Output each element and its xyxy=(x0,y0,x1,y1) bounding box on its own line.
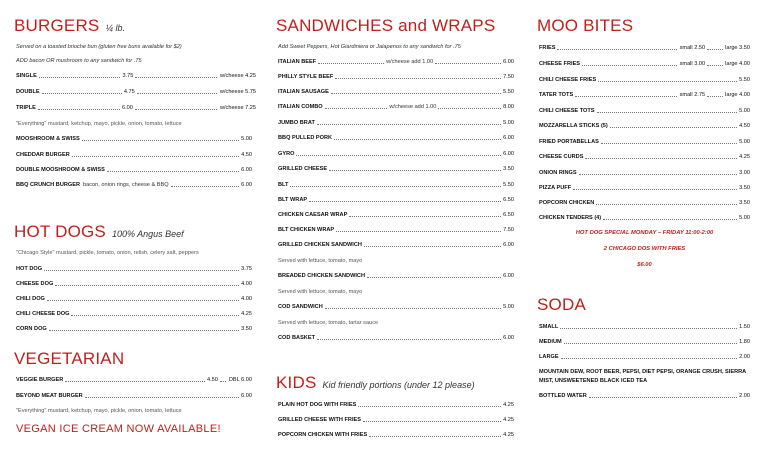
menu-item: GRILLED CHEESE WITH FRIES 4.25 xyxy=(278,417,514,423)
menu-item: CHILI DOG 4.00 xyxy=(16,296,252,302)
menu-item: CHILI CHEESE FRIES 5.50 xyxy=(539,77,750,83)
menu-item: BLT 5.50 xyxy=(278,182,514,188)
menu-item: CHILI CHEESE DOG 4.25 xyxy=(16,311,252,317)
menu-item: MOZZARELLA STICKS (5) 4.50 xyxy=(539,123,750,129)
menu-item: BEYOND MEAT BURGER 6.00 xyxy=(16,393,252,399)
menu-item: FRIED PORTABELLAS 5.00 xyxy=(539,139,750,145)
menu-item: LARGE 2.00 xyxy=(539,354,750,360)
served-with-note: Served with lettuce, tomato, mayo xyxy=(278,289,363,295)
served-with-note: Served with lettuce, tomato, mayo xyxy=(278,258,363,264)
burgers-addon-note: ADD bacon OR mushroom to any sandwich for .75 xyxy=(16,58,142,64)
soda-flavors-cont: MIST, UNSWEETENED BLACK ICED TEA xyxy=(539,378,648,384)
menu-item: FRIES small 2.50 large 3.50 xyxy=(539,45,750,51)
menu-item: POPCORN CHICKEN 3.50 xyxy=(539,200,750,206)
menu-item: BBQ CRUNCH BURGER bacon, onion rings, cheese & BBQ 6.00 xyxy=(16,182,252,188)
chicago-style-note: "Chicago Style" mustard, pickle, tomato, onion, relish, celery salt, peppers xyxy=(16,250,199,256)
everything-note: "Everything" mustard, ketchup, mayo, pickle, onion, tomato, lettuce xyxy=(16,121,182,127)
served-with-note: Served with lettuce, tomato, tartar sauce xyxy=(278,320,379,326)
menu-item: JUMBO BRAT 5.00 xyxy=(278,120,514,126)
menu-item: ITALIAN SAUSAGE 5.50 xyxy=(278,89,514,95)
menu-item: CHEESE DOG 4.00 xyxy=(16,281,252,287)
menu-item: SINGLE 3.75 w/cheese 4.25 xyxy=(16,73,257,79)
menu-item: PLAIN HOT DOG WITH FRIES 4.25 xyxy=(278,402,514,408)
burgers-heading: BURGERS ¼ lb. xyxy=(14,16,125,35)
menu-item: CHEESE CURDS 4.25 xyxy=(539,154,750,160)
hotdogs-heading: HOT DOGS 100% Angus Beef xyxy=(14,222,184,241)
hot-dog-special-title: HOT DOG SPECIAL MONDAY – FRIDAY 11:00-2:00 xyxy=(575,230,714,236)
menu-item: MEDIUM 1.80 xyxy=(539,339,750,345)
menu-item: CORN DOG 3.50 xyxy=(16,326,252,332)
menu-item: PHILLY STYLE BEEF 7.50 xyxy=(278,74,514,80)
menu-item: ITALIAN COMBO w/cheese add 1.00 8.00 xyxy=(278,104,514,110)
menu-item: GRILLED CHICKEN SANDWICH 6.00 xyxy=(278,242,514,248)
menu-item: BREADED CHICKEN SANDWICH 6.00 xyxy=(278,273,514,279)
hot-dog-special-price: $6.00 xyxy=(637,262,652,268)
menu-item: GYRO 6.00 xyxy=(278,151,514,157)
menu-item: PIZZA PUFF 3.50 xyxy=(539,185,750,191)
menu-item: DOUBLE 4.75 w/cheese 5.75 xyxy=(16,89,256,95)
menu-item: GRILLED CHEESE 3.50 xyxy=(278,166,514,172)
menu-item: CHEDDAR BURGER 4.50 xyxy=(16,152,252,158)
burgers-note: Served on a toasted brioche bun (gluten free buns available for $2) xyxy=(16,44,182,50)
menu-item: MOOSHROOM & SWISS 5.00 xyxy=(16,136,252,142)
menu-item: VEGGIE BURGER 4.50 DBL 6.00 xyxy=(16,377,252,383)
menu-item: COD SANDWICH 5.00 xyxy=(278,304,514,310)
menu-item: BLT WRAP 6.50 xyxy=(278,197,514,203)
menu-item: BLT CHICKEN WRAP 7.50 xyxy=(278,227,514,233)
sandwiches-note: Add Sweet Peppers, Hot Giardiniera or Jalapenos to any sandwich for .75 xyxy=(278,44,461,50)
menu-item: DOUBLE MOOSHROOM & SWISS 6.00 xyxy=(16,167,252,173)
moobites-heading: MOO BITES xyxy=(537,16,634,35)
menu-item: TRIPLE 6.00 w/cheese 7.25 xyxy=(16,105,257,111)
menu-item: COD BASKET 6.00 xyxy=(278,335,514,341)
menu-item: ONION RINGS 3.00 xyxy=(539,170,750,176)
menu-item: CHICKEN CAESAR WRAP 6.50 xyxy=(278,212,514,218)
menu-item: TATER TOTS small 2.75 large 4.00 xyxy=(539,92,750,98)
soda-heading: SODA xyxy=(537,295,586,314)
menu-item: CHICKEN TENDERS (4) 5.00 xyxy=(539,215,750,221)
sandwiches-heading: SANDWICHES and WRAPS xyxy=(276,16,496,35)
soda-flavors: MOUNTAIN DEW, ROOT BEER, PEPSI, DIET PEPSI, ORANGE CRUSH, SIERRA xyxy=(539,369,747,375)
menu-item: CHILI CHEESE TOTS 5.00 xyxy=(539,108,750,114)
everything-note: "Everything" mustard, ketchup, mayo, pickle, onion, tomato, lettuce xyxy=(16,408,182,414)
vegan-ice-cream-banner: VEGAN ICE CREAM NOW AVAILABLE! xyxy=(16,423,221,435)
menu-item: CHEESE FRIES small 3.00 large 4.00 xyxy=(539,61,750,67)
menu-item: POPCORN CHICKEN WITH FRIES 4.25 xyxy=(278,432,514,438)
kids-heading: KIDS Kid friendly portions (under 12 please) xyxy=(276,373,475,392)
hot-dog-special-detail: 2 CHICAGO DOS WITH FRIES xyxy=(603,246,686,252)
vegetarian-heading: VEGETARIAN xyxy=(14,349,125,368)
menu-item: ITALIAN BEEF w/cheese add 1.00 6.00 xyxy=(278,59,515,65)
menu-item: SMALL 1.50 xyxy=(539,324,750,330)
menu-item: BOTTLED WATER 2.00 xyxy=(539,393,750,399)
menu-item: BBQ PULLED PORK 6.00 xyxy=(278,135,514,141)
menu-item: HOT DOG 3.75 xyxy=(16,266,252,272)
